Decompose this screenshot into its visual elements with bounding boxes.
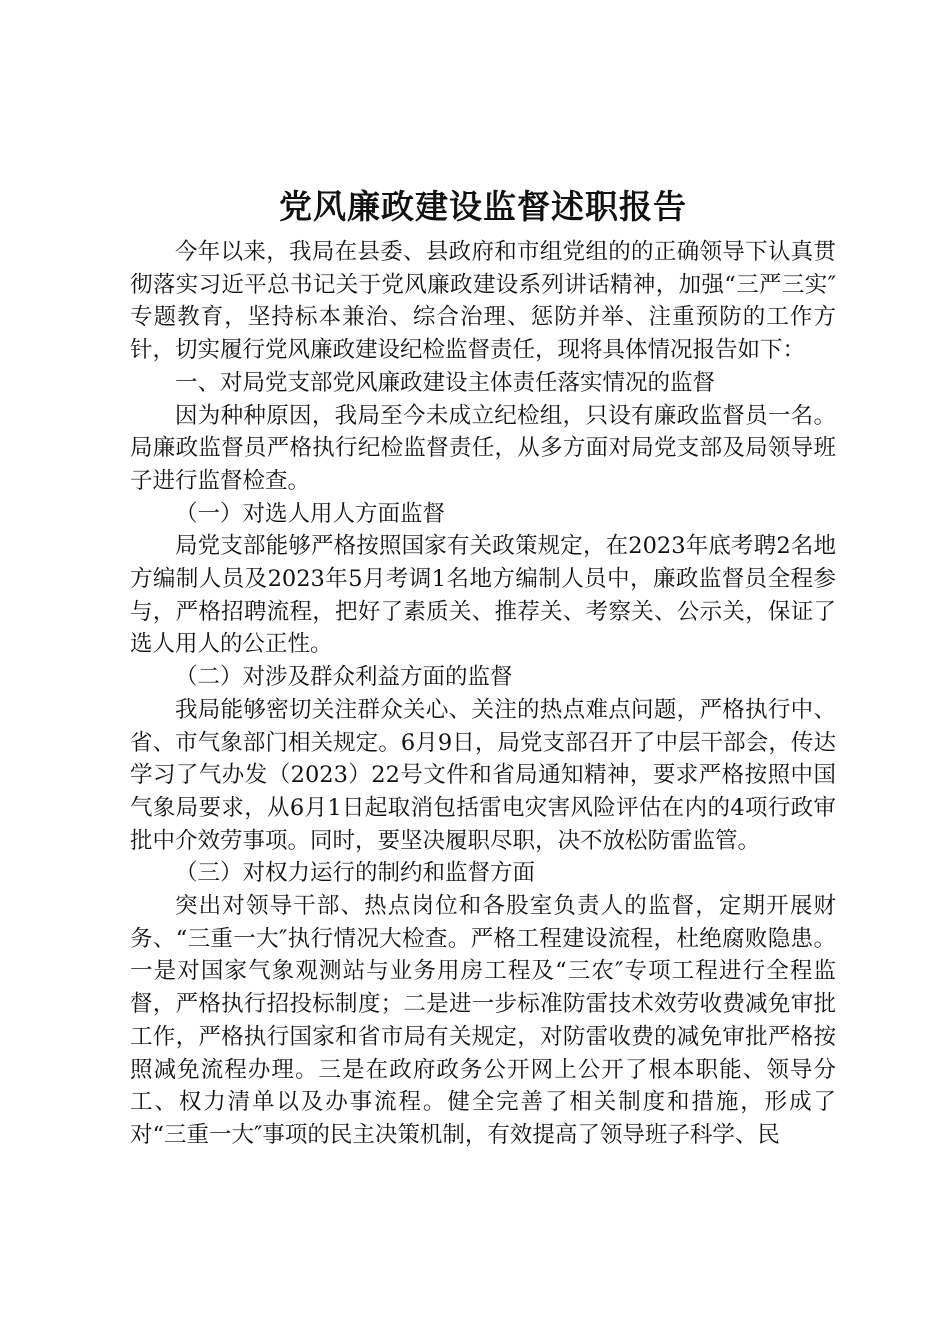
sub1-paragraph: 局党支部能够严格按照国家有关政策规定，在2023年底考聘2名地方编制人员及2023年5月考调1名地方编制人员中，廉政监督员全程参与，严格招聘流程，把好了素质关、推荐关、考察关、公示关，保证了选人用人的公正性。 bbox=[130, 533, 836, 658]
document-title: 党风廉政建设监督述职报告 bbox=[279, 187, 687, 226]
section1-paragraph: 因为种种原因，我局至今未成立纪检组，只设有廉政监督员一名。局廉政监督员严格执行纪检监督责任，从多方面对局党支部及局领导班子进行监督检查。 bbox=[130, 402, 836, 494]
sub2-heading: （二）对涉及群众利益方面的监督 bbox=[175, 664, 513, 691]
sub3-heading: （三）对权力运行的制约和监督方面 bbox=[175, 860, 536, 887]
section1-heading: 一、对局党支部党风廉政建设主体责任落实情况的监督 bbox=[175, 369, 716, 396]
intro-paragraph: 今年以来，我局在县委、县政府和市组党组的的正确领导下认真贯彻落实习近平总书记关于党风廉政建设系列讲话精神，加强“三严三实″专题教育，坚持标本兼治、综合治理、惩防并举、注重预防的工作方针，切实履行党风廉政建设纪检监督责任，现将具体情况报告如下： bbox=[130, 239, 836, 364]
sub1-heading: （一）对选人用人方面监督 bbox=[175, 500, 446, 527]
sub2-paragraph: 我局能够密切关注群众关心、关注的热点难点问题，严格执行中、省、市气象部门相关规定。6月9日，局党支部召开了中层干部会，传达学习了气办发（2023）22号文件和省局通知精神，要求严格按照中国气象局要求，从6月1日起取消包括雷电灾害风险评估在内的4项行政审批中介效劳事项。同时，要坚决履职尽职，决不放松防雷监管。 bbox=[130, 696, 836, 854]
document-page bbox=[130, 180, 836, 1152]
sub3-paragraph: 突出对领导干部、热点岗位和各股室负责人的监督，定期开展财务、“三重一大″执行情况大检查。严格工程建设流程，杜绝腐败隐患。一是对国家气象观测站与业务用房工程及“三农″专项工程进行全程监督，严格执行招投标制度；二是进一步标准防雷技术效劳收费减免审批工作，严格执行国家和省市局有关规定，对防雷收费的减免审批严格按照减免流程办理。三是在政府政务公开网上公开了根本职能、领导分工、权力清单以及办事流程。健全完善了相关制度和措施，形成了对“三重一大″事项的民主决策机制，有效提高了领导班子科学、民 bbox=[130, 893, 836, 1148]
